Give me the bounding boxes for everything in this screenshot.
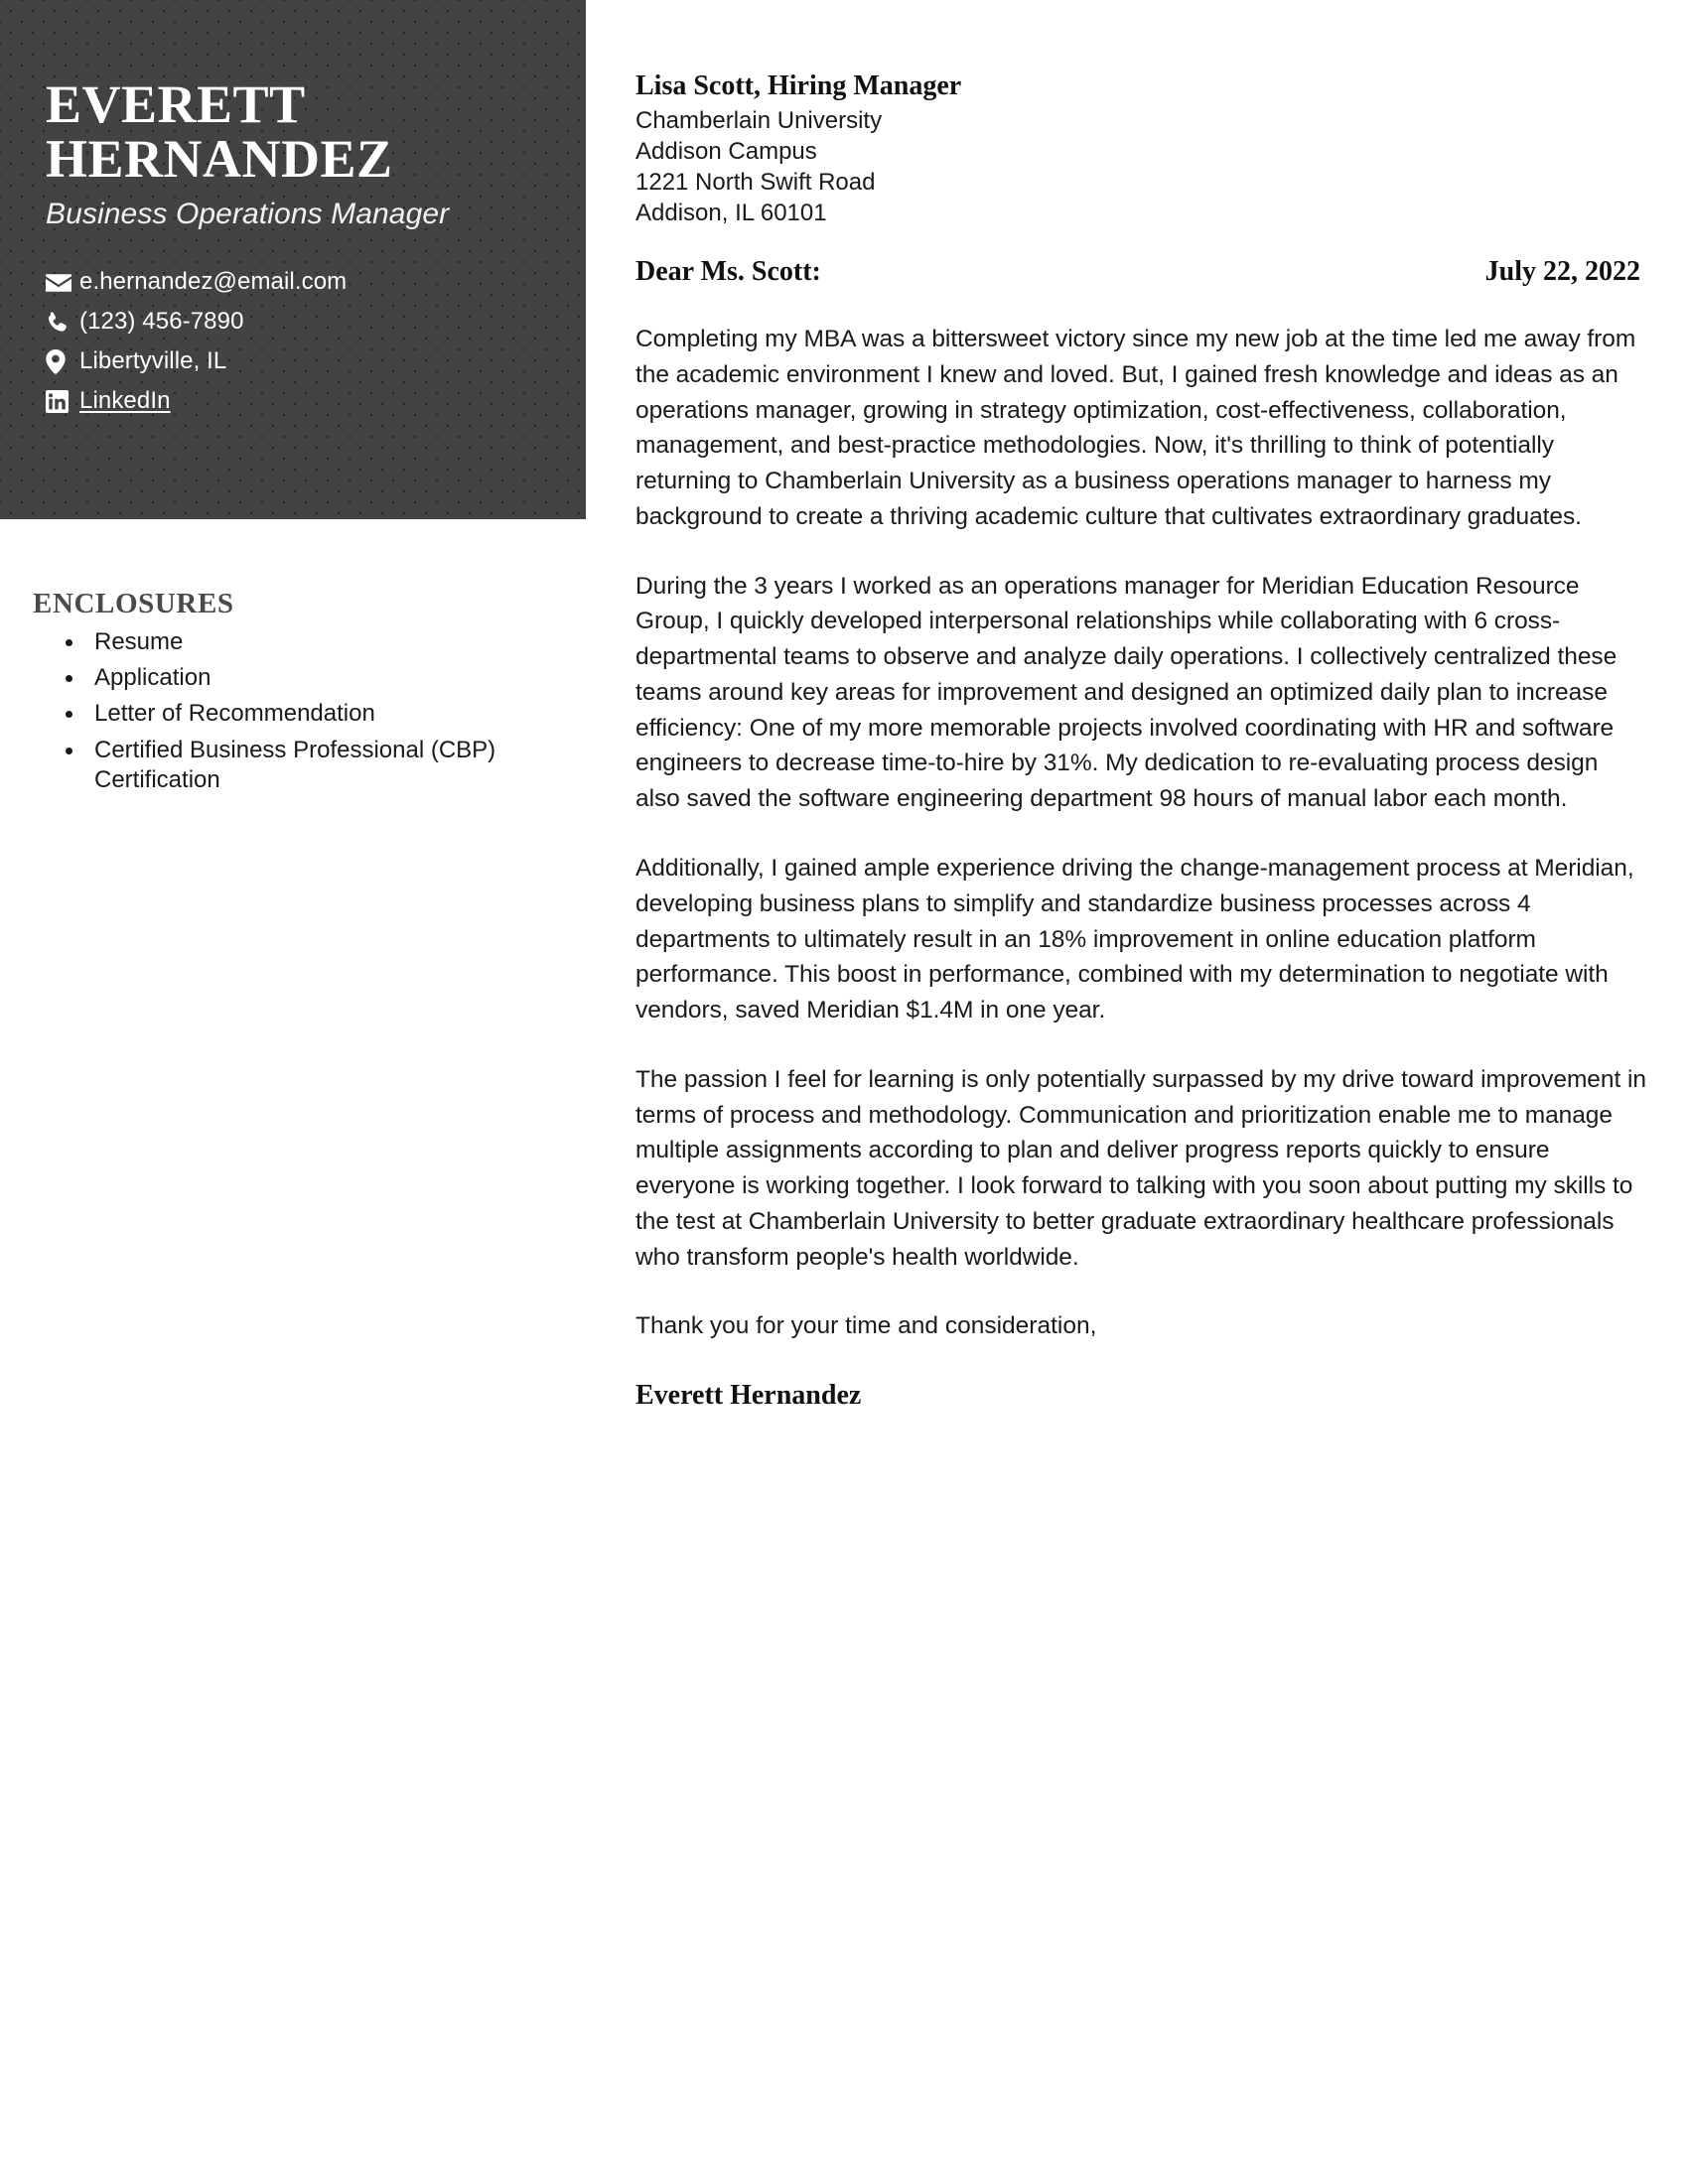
body-paragraph: During the 3 years I worked as an operations manager for Meridian Education Resource Group, I quickly developed interpersonal relationships while collaborating with 6 cross-departmental teams to observe and analyze daily operations. I collectively centralized these teams around key areas for improvement and designed an optimized daily plan to increase efficiency: One of my more memorable projects involved coordinating with HR and software engineers to decrease time-to-hire by 31%. My dedication to re-evaluating process design also saved the software engineering department 98 hours of manual labor each month. xyxy=(635,572,1618,813)
contact-item-phone[interactable] xyxy=(46,307,586,339)
recipient-line: Addison Campus xyxy=(635,138,817,166)
name-last-line: HERNANDEZ xyxy=(46,129,393,190)
location-pin-icon xyxy=(46,349,79,375)
list-item: Letter of Recommendation xyxy=(94,699,549,729)
envelope-icon xyxy=(46,270,79,296)
recipient-line: 1221 North Swift Road xyxy=(635,169,876,197)
recipient-line: Chamberlain University xyxy=(635,107,883,135)
identity-header-block xyxy=(0,0,586,519)
enclosures-heading: ENCLOSURES xyxy=(33,588,234,619)
recipient-name: Lisa Scott, Hiring Manager xyxy=(635,70,962,101)
job-title: Business Operations Manager xyxy=(46,198,450,231)
enclosures-section xyxy=(33,588,549,801)
phone-icon xyxy=(46,310,79,336)
contact-list xyxy=(46,267,586,418)
left-column xyxy=(0,0,586,2184)
closing-line: Thank you for your time and consideration, xyxy=(635,1312,1097,1340)
contact-phone-text: (123) 456-7890 xyxy=(79,308,244,336)
signature-name: Everett Hernandez xyxy=(635,1380,862,1412)
contact-linkedin-text[interactable]: LinkedIn xyxy=(79,387,171,415)
salutation: Dear Ms. Scott: xyxy=(635,256,821,288)
list-item: Application xyxy=(94,663,549,693)
contact-location-text: Libertyville, IL xyxy=(79,347,227,375)
contact-email-text: e.hernandez@email.com xyxy=(79,268,348,296)
recipient-line: Addison, IL 60101 xyxy=(635,200,827,227)
name-first-line: EVERETT xyxy=(46,74,306,134)
salutation-row xyxy=(635,256,1648,288)
contact-item-linkedin[interactable] xyxy=(46,386,586,418)
recipient-address-block xyxy=(635,68,1648,229)
enclosures-list xyxy=(33,627,549,795)
body-paragraph: Additionally, I gained ample experience driving the change-management process at Meridian, developing business plans to simplify and standardize business processes across 4 departments to ultimately result in an 18% improvement in online education platform performance. This boost in performance, combined with my determination to negotiate with vendors, saved Meridian $1.4M in one year. xyxy=(635,855,1634,1024)
list-item: Certified Business Professional (CBP) Certification xyxy=(94,736,549,795)
letter-date: July 22, 2022 xyxy=(1484,256,1640,288)
body-paragraph: The passion I feel for learning is only potentially surpassed by my drive toward improvement in terms of process and methodology. Communication and prioritization enable me to manage multiple assignments according to plan and deliver progress reports quickly to ensure everyone is working together. I look forward to talking with you soon about putting my skills to the test at Chamberlain University to better graduate extraordinary healthcare professionals who transform people's health worldwide. xyxy=(635,1065,1646,1271)
letter-body xyxy=(635,0,1648,1412)
contact-item-location xyxy=(46,346,586,378)
list-item: Resume xyxy=(94,627,549,657)
candidate-name xyxy=(46,74,586,190)
linkedin-icon xyxy=(46,389,79,415)
body-paragraph: Completing my MBA was a bittersweet victory since my new job at the time led me away from the academic environment I knew and loved. But, I gained fresh knowledge and ideas as an operations manager, growing in strategy optimization, cost-effectiveness, collaboration, management, and best-practice methodologies. Now, it's thrilling to think of potentially returning to Chamberlain University as a business operations manager to harness my background to create a thriving academic culture that cultivates extraordinary graduates. xyxy=(635,326,1636,530)
contact-item-email[interactable] xyxy=(46,267,586,299)
